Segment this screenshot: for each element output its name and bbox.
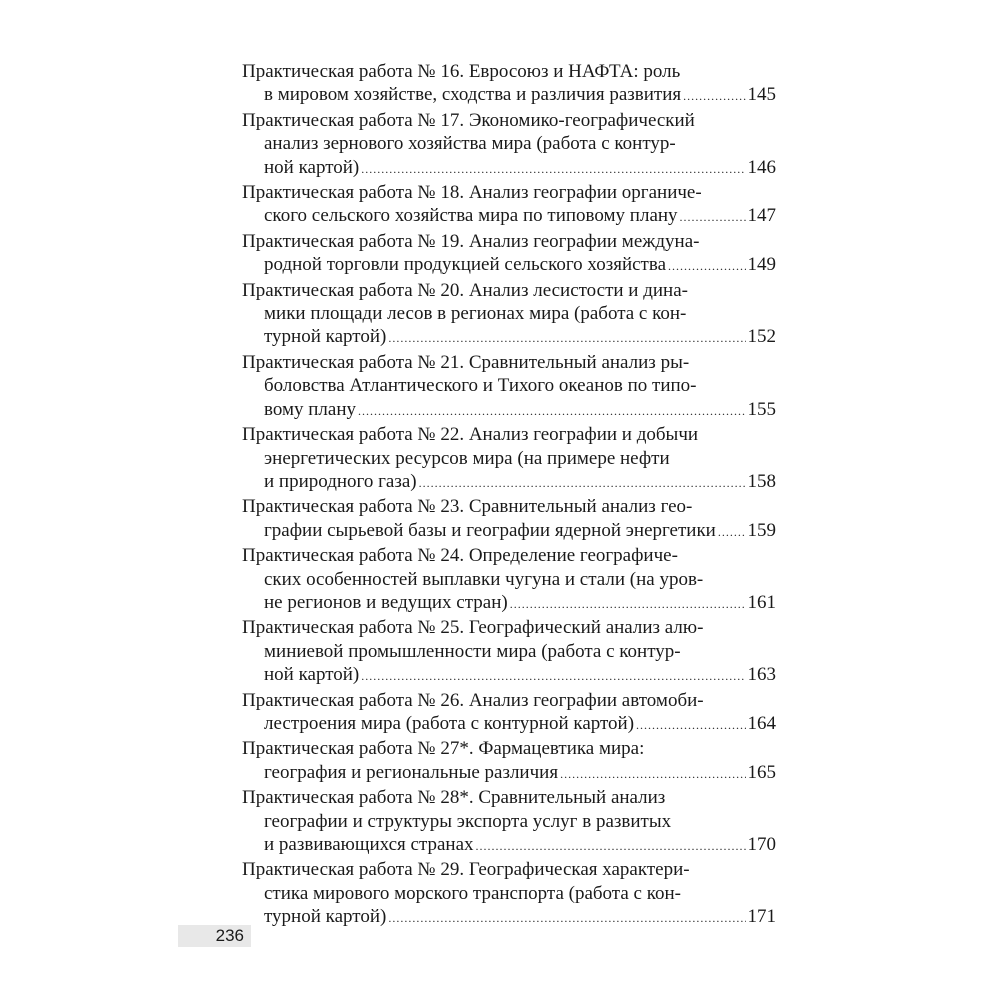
dot-leader <box>683 85 745 108</box>
toc-entry-last-line <box>242 712 776 737</box>
toc-entry <box>242 423 776 495</box>
toc-entry-title: Практическая работа № 20. Анализ лесистости и дина- <box>242 279 688 301</box>
toc-entry <box>242 351 776 423</box>
toc-entry <box>242 495 776 544</box>
toc-entry-line: родной торговли продукцией сельского хозяйства <box>264 254 666 276</box>
toc-page-number: 152 <box>747 326 776 348</box>
toc-entry <box>242 109 776 181</box>
toc-entry-last-line <box>242 325 776 350</box>
toc-entry-line: география и региональные различия <box>264 761 559 783</box>
toc-entry-line: турной картой) <box>264 326 387 348</box>
dot-leader <box>388 907 745 930</box>
toc-page-number: 147 <box>747 205 776 227</box>
toc-entry <box>242 544 776 616</box>
toc-entry <box>242 60 776 109</box>
toc-page-number: 145 <box>747 84 776 106</box>
toc-entry <box>242 181 776 230</box>
dot-leader <box>361 158 745 181</box>
toc-page-number: 155 <box>747 398 776 420</box>
toc-entry-title: Практическая работа № 21. Сравнительный анализ ры- <box>242 351 690 373</box>
toc-entry-last-line <box>242 398 776 423</box>
toc-entry-line: ских особенностей выплавки чугуна и стали (на уров- <box>264 568 704 590</box>
toc-entry-line: лестроения мира (работа с контурной картой) <box>264 712 635 734</box>
toc-entry <box>242 616 776 688</box>
toc-entry-title: Практическая работа № 29. Географическая характери- <box>242 859 690 881</box>
toc-entry-last-line <box>242 761 776 786</box>
toc-entry-line: миниевой промышленности мира (работа с контур- <box>264 640 681 662</box>
toc-page-number: 159 <box>747 519 776 541</box>
toc-entry-line: ского сельского хозяйства мира по типовому плану <box>264 205 678 227</box>
toc-page-number: 163 <box>747 664 776 686</box>
toc-entry-title: Практическая работа № 25. Географический анализ алю- <box>242 617 704 639</box>
toc-entry-title: Практическая работа № 16. Евросоюз и НАФТА: роль <box>242 61 681 82</box>
toc-page-number: 146 <box>747 156 776 178</box>
dot-leader <box>560 763 745 786</box>
toc-entry-title: Практическая работа № 17. Экономико-географический <box>242 109 695 131</box>
toc-entry-last-line <box>242 83 776 108</box>
toc-entry-title: Практическая работа № 24. Определение географиче- <box>242 545 678 567</box>
toc-entry <box>242 279 776 351</box>
toc-entry-last-line <box>242 470 776 495</box>
dot-leader <box>419 472 746 495</box>
toc-entry-line: анализ зернового хозяйства мира (работа с контур- <box>264 133 676 155</box>
toc-entry-title: Практическая работа № 26. Анализ географии автомоби- <box>242 689 704 711</box>
toc-entry-title: Практическая работа № 28*. Сравнительный анализ <box>242 787 666 809</box>
toc-entry-title: Практическая работа № 18. Анализ географии органиче- <box>242 182 702 204</box>
toc-entry-title: Практическая работа № 19. Анализ географии междуна- <box>242 230 700 252</box>
toc-entry-line: и природного газа) <box>264 470 417 492</box>
toc-entry <box>242 689 776 738</box>
toc-page-number: 158 <box>747 470 776 492</box>
toc-entry-line: ной картой) <box>264 156 360 178</box>
toc-entry-line: не регионов и ведущих стран) <box>264 591 508 613</box>
toc-entry-line: вому плану <box>264 398 357 420</box>
toc-entry-line: турной картой) <box>264 906 387 928</box>
dot-leader <box>476 835 746 858</box>
dot-leader <box>510 593 746 616</box>
toc-entry-last-line <box>242 905 776 930</box>
toc-page-number: 164 <box>747 712 776 734</box>
toc-entry-last-line <box>242 591 776 616</box>
toc-entry-title: Практическая работа № 22. Анализ географии и добычи <box>242 424 699 446</box>
toc-page-number: 161 <box>747 591 776 613</box>
toc-entry-line: графии сырьевой базы и географии ядерной энергетики <box>264 519 716 541</box>
table-of-contents <box>242 60 776 931</box>
toc-entry-last-line <box>242 833 776 858</box>
dot-leader <box>358 400 745 423</box>
toc-entry-last-line <box>242 663 776 688</box>
toc-entry-title: Практическая работа № 23. Сравнительный анализ гео- <box>242 496 693 518</box>
toc-entry-title: Практическая работа № 27*. Фармацевтика мира: <box>242 738 645 760</box>
toc-entry-line: мики площади лесов в регионах мира (работа с кон- <box>264 303 687 325</box>
toc-page-number: 165 <box>747 761 776 783</box>
toc-entry <box>242 230 776 279</box>
toc-entry-line: в мировом хозяйстве, сходства и различия развития <box>264 84 682 106</box>
dot-leader <box>636 714 745 737</box>
page-number: 236 <box>215 926 244 945</box>
dot-leader <box>361 665 745 688</box>
dot-leader <box>718 521 746 544</box>
toc-entry-line: и развивающихся странах <box>264 834 474 855</box>
toc-entry-line: географии и структуры экспорта услуг в развитых <box>264 810 672 832</box>
dot-leader <box>388 327 745 350</box>
toc-page-number: 171 <box>747 906 776 928</box>
toc-entry-line: боловства Атлантического и Тихого океанов по типо- <box>264 375 697 397</box>
toc-entry-line: энергетических ресурсов мира (на примере нефти <box>264 447 670 469</box>
dot-leader <box>668 255 746 278</box>
toc-entry-last-line <box>242 253 776 278</box>
dot-leader <box>680 206 746 229</box>
toc-page-number: 170 <box>747 834 776 855</box>
toc-entry <box>242 858 776 930</box>
toc-entry-line: стика мирового морского транспорта (работа с кон- <box>264 882 681 904</box>
toc-entry-last-line <box>242 156 776 181</box>
toc-entry-line: ной картой) <box>264 664 360 686</box>
toc-entry-last-line <box>242 204 776 229</box>
toc-entry <box>242 786 776 858</box>
toc-page-number: 149 <box>747 254 776 276</box>
toc-entry <box>242 737 776 786</box>
toc-entry-last-line <box>242 519 776 544</box>
